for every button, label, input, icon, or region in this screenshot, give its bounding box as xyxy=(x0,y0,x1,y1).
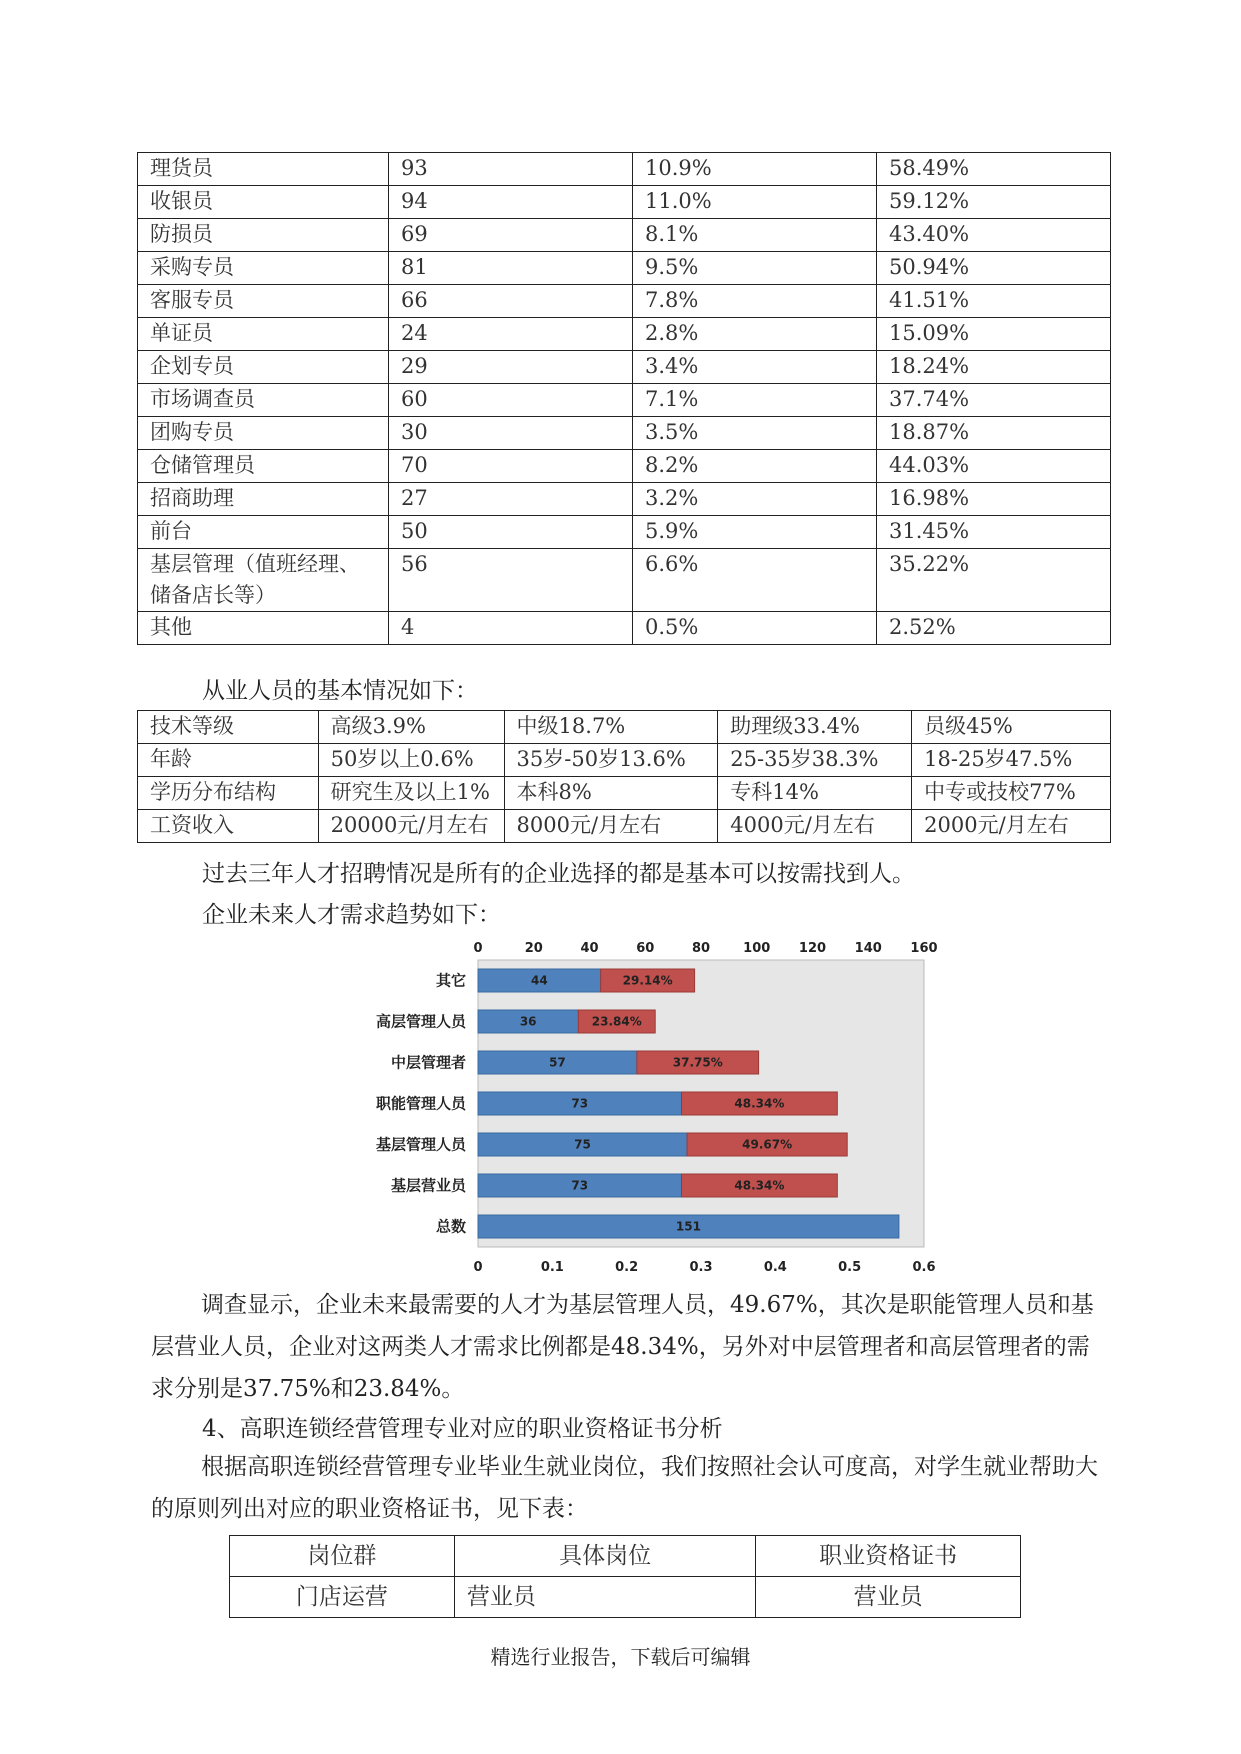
bottom-axis-tick-label: 0 xyxy=(473,1260,483,1275)
table-cell: 25-35岁38.3% xyxy=(718,744,912,777)
table-cell: 7.1% xyxy=(633,384,877,417)
table-row xyxy=(138,384,1111,417)
bar-percent-label: 29.14% xyxy=(622,973,673,988)
recruitment-summary: 过去三年人才招聘情况是所有的企业选择的都是基本可以按需找到人。 xyxy=(202,861,915,887)
table-cell: 收银员 xyxy=(138,186,389,219)
category-label: 基层营业员 xyxy=(390,1176,466,1195)
top-axis-tick-label: 80 xyxy=(691,941,711,956)
table-cell: 研究生及以上1% xyxy=(318,777,504,810)
table-cell: 70 xyxy=(389,450,633,483)
table-cell: 18.87% xyxy=(877,417,1111,450)
table-cell: 基层管理（值班经理、储备店长等） xyxy=(138,549,389,612)
bar-count-label: 44 xyxy=(530,973,548,988)
table-cell: 2000元/月左右 xyxy=(912,810,1111,843)
certificate-table xyxy=(229,1535,1021,1618)
demand-trend-chart xyxy=(320,930,940,1285)
table-cell: 学历分布结构 xyxy=(138,777,319,810)
category-label: 中层管理者 xyxy=(390,1053,466,1072)
table-cell: 24 xyxy=(389,318,633,351)
table-cell: 工资收入 xyxy=(138,810,319,843)
bar-count-label: 57 xyxy=(549,1055,566,1070)
table-cell: 35.22% xyxy=(877,549,1111,612)
table-cell: 团购专员 xyxy=(138,417,389,450)
table-cell: 中级18.7% xyxy=(504,711,718,744)
table-row xyxy=(138,483,1111,516)
page-footer: 精选行业报告，下载后可编辑 xyxy=(490,1645,751,1669)
demand-trend-chart-svg xyxy=(320,930,940,1285)
bar-percent-label: 37.75% xyxy=(672,1055,723,1070)
table-cell: 专科14% xyxy=(718,777,912,810)
table-cell: 8.2% xyxy=(633,450,877,483)
table-cell: 仓储管理员 xyxy=(138,450,389,483)
table-cell: 11.0% xyxy=(633,186,877,219)
top-axis-tick-label: 0 xyxy=(473,941,483,956)
table-row xyxy=(138,219,1111,252)
demand-trend-intro: 企业未来人才需求趋势如下： xyxy=(202,902,501,928)
table-cell: 50岁以上0.6% xyxy=(318,744,504,777)
table-cell: 50.94% xyxy=(877,252,1111,285)
category-label: 其它 xyxy=(435,971,466,990)
table-cell: 本科8% xyxy=(504,777,718,810)
bar-percent-label: 48.34% xyxy=(734,1178,785,1193)
table-cell: 年龄 xyxy=(138,744,319,777)
table-cell: 技术等级 xyxy=(138,711,319,744)
table-cell: 市场调查员 xyxy=(138,384,389,417)
category-label: 职能管理人员 xyxy=(375,1094,466,1113)
table-cell: 门店运营 xyxy=(230,1577,455,1618)
table-cell: 单证员 xyxy=(138,318,389,351)
table-cell: 5.9% xyxy=(633,516,877,549)
top-axis-tick-label: 20 xyxy=(524,941,543,956)
table-cell: 44.03% xyxy=(877,450,1111,483)
table-cell: 营业员 xyxy=(756,1577,1021,1618)
table-cell: 66 xyxy=(389,285,633,318)
table-cell: 59.12% xyxy=(877,186,1111,219)
section-heading-4: 4、高职连锁经营管理专业对应的职业资格证书分析 xyxy=(202,1416,723,1442)
bottom-axis-tick-label: 0.4 xyxy=(763,1260,787,1275)
basic-info-intro: 从业人员的基本情况如下： xyxy=(202,678,478,704)
table-cell: 4 xyxy=(389,612,633,645)
table-row xyxy=(138,417,1111,450)
survey-conclusion: 调查显示，企业未来最需要的人才为基层管理人员，49.67%，其次是职能管理人员和基层营业人员，企业对这两类人才需求比例都是48.34%，另外对中层管理者和高层管理者的需求分别是37.75%和23.84%。 xyxy=(151,1292,1094,1402)
table-cell: 69 xyxy=(389,219,633,252)
table-row xyxy=(138,186,1111,219)
table-cell: 客服专员 xyxy=(138,285,389,318)
table-cell: 采购专员 xyxy=(138,252,389,285)
bar-percent-label: 49.67% xyxy=(742,1137,793,1152)
table-cell: 4000元/月左右 xyxy=(718,810,912,843)
category-label: 高层管理人员 xyxy=(375,1012,466,1031)
table-cell: 10.9% xyxy=(633,153,877,186)
top-axis-tick-label: 40 xyxy=(580,941,599,956)
table-cell: 30 xyxy=(389,417,633,450)
top-axis-tick-label: 60 xyxy=(636,941,655,956)
table-cell: 31.45% xyxy=(877,516,1111,549)
bar-count-label: 73 xyxy=(571,1178,589,1193)
table-cell: 高级3.9% xyxy=(318,711,504,744)
table-cell: 理货员 xyxy=(138,153,389,186)
table-cell: 94 xyxy=(389,186,633,219)
table-cell: 29 xyxy=(389,351,633,384)
table-header-cell: 职业资格证书 xyxy=(756,1536,1021,1577)
table-row xyxy=(138,744,1111,777)
table-row xyxy=(138,777,1111,810)
table-cell: 18.24% xyxy=(877,351,1111,384)
table-cell: 27 xyxy=(389,483,633,516)
bar-count-label: 151 xyxy=(675,1219,701,1234)
bar-count-label: 75 xyxy=(574,1137,591,1152)
category-label: 基层管理人员 xyxy=(375,1135,466,1154)
table-cell: 营业员 xyxy=(454,1577,755,1618)
table-cell: 41.51% xyxy=(877,285,1111,318)
table-header-row xyxy=(230,1536,1021,1577)
table-cell: 6.6% xyxy=(633,549,877,612)
bottom-axis-tick-label: 0.3 xyxy=(689,1260,713,1275)
bottom-axis-tick-label: 0.1 xyxy=(540,1260,564,1275)
top-axis-tick-label: 120 xyxy=(798,941,827,956)
table-cell: 58.49% xyxy=(877,153,1111,186)
table-cell: 35岁-50岁13.6% xyxy=(504,744,718,777)
table-cell: 15.09% xyxy=(877,318,1111,351)
bottom-axis-tick-label: 0.6 xyxy=(912,1260,936,1275)
table-cell: 20000元/月左右 xyxy=(318,810,504,843)
table-cell: 3.4% xyxy=(633,351,877,384)
table-row xyxy=(138,153,1111,186)
table-cell: 企划专员 xyxy=(138,351,389,384)
table-row xyxy=(138,450,1111,483)
table-cell: 43.40% xyxy=(877,219,1111,252)
bottom-axis-tick-label: 0.2 xyxy=(615,1260,639,1275)
table-row xyxy=(138,612,1111,645)
certificate-intro: 根据高职连锁经营管理专业毕业生就业岗位，我们按照社会认可度高，对学生就业帮助大的原则列出对应的职业资格证书，见下表： xyxy=(151,1454,1098,1522)
table-cell: 18-25岁47.5% xyxy=(912,744,1111,777)
job-demand-table xyxy=(137,152,1111,645)
table-cell: 8.1% xyxy=(633,219,877,252)
table-cell: 其他 xyxy=(138,612,389,645)
table-cell: 37.74% xyxy=(877,384,1111,417)
table-cell: 7.8% xyxy=(633,285,877,318)
bar-percent-label: 23.84% xyxy=(591,1014,642,1029)
table-cell: 81 xyxy=(389,252,633,285)
table-row xyxy=(138,711,1111,744)
table-cell: 16.98% xyxy=(877,483,1111,516)
table-cell: 助理级33.4% xyxy=(718,711,912,744)
table-header-cell: 岗位群 xyxy=(230,1536,455,1577)
bar-count-label: 73 xyxy=(571,1096,589,1111)
category-label: 总数 xyxy=(435,1217,466,1236)
table-cell: 前台 xyxy=(138,516,389,549)
table-cell: 56 xyxy=(389,549,633,612)
table-cell: 8000元/月左右 xyxy=(504,810,718,843)
table-row xyxy=(138,318,1111,351)
top-axis-tick-label: 140 xyxy=(854,941,882,956)
table-cell: 93 xyxy=(389,153,633,186)
staff-basic-info-table xyxy=(137,710,1111,843)
table-cell: 2.52% xyxy=(877,612,1111,645)
table-header-cell: 具体岗位 xyxy=(454,1536,755,1577)
table-cell: 3.5% xyxy=(633,417,877,450)
table-cell: 3.2% xyxy=(633,483,877,516)
table-row xyxy=(138,810,1111,843)
table-cell: 2.8% xyxy=(633,318,877,351)
table-cell: 中专或技校77% xyxy=(912,777,1111,810)
table-row xyxy=(138,351,1111,384)
top-axis-tick-label: 100 xyxy=(743,941,771,956)
bar-percent-label: 48.34% xyxy=(734,1096,785,1111)
table-cell: 9.5% xyxy=(633,252,877,285)
table-cell: 防损员 xyxy=(138,219,389,252)
bottom-axis-tick-label: 0.5 xyxy=(838,1260,862,1275)
table-row xyxy=(138,516,1111,549)
table-row xyxy=(230,1577,1021,1618)
table-cell: 50 xyxy=(389,516,633,549)
top-axis-tick-label: 160 xyxy=(910,941,938,956)
table-row xyxy=(138,285,1111,318)
table-cell: 0.5% xyxy=(633,612,877,645)
table-cell: 60 xyxy=(389,384,633,417)
table-cell: 招商助理 xyxy=(138,483,389,516)
table-row xyxy=(138,549,1111,612)
bar-count-label: 36 xyxy=(519,1014,537,1029)
table-cell: 员级45% xyxy=(912,711,1111,744)
table-row xyxy=(138,252,1111,285)
